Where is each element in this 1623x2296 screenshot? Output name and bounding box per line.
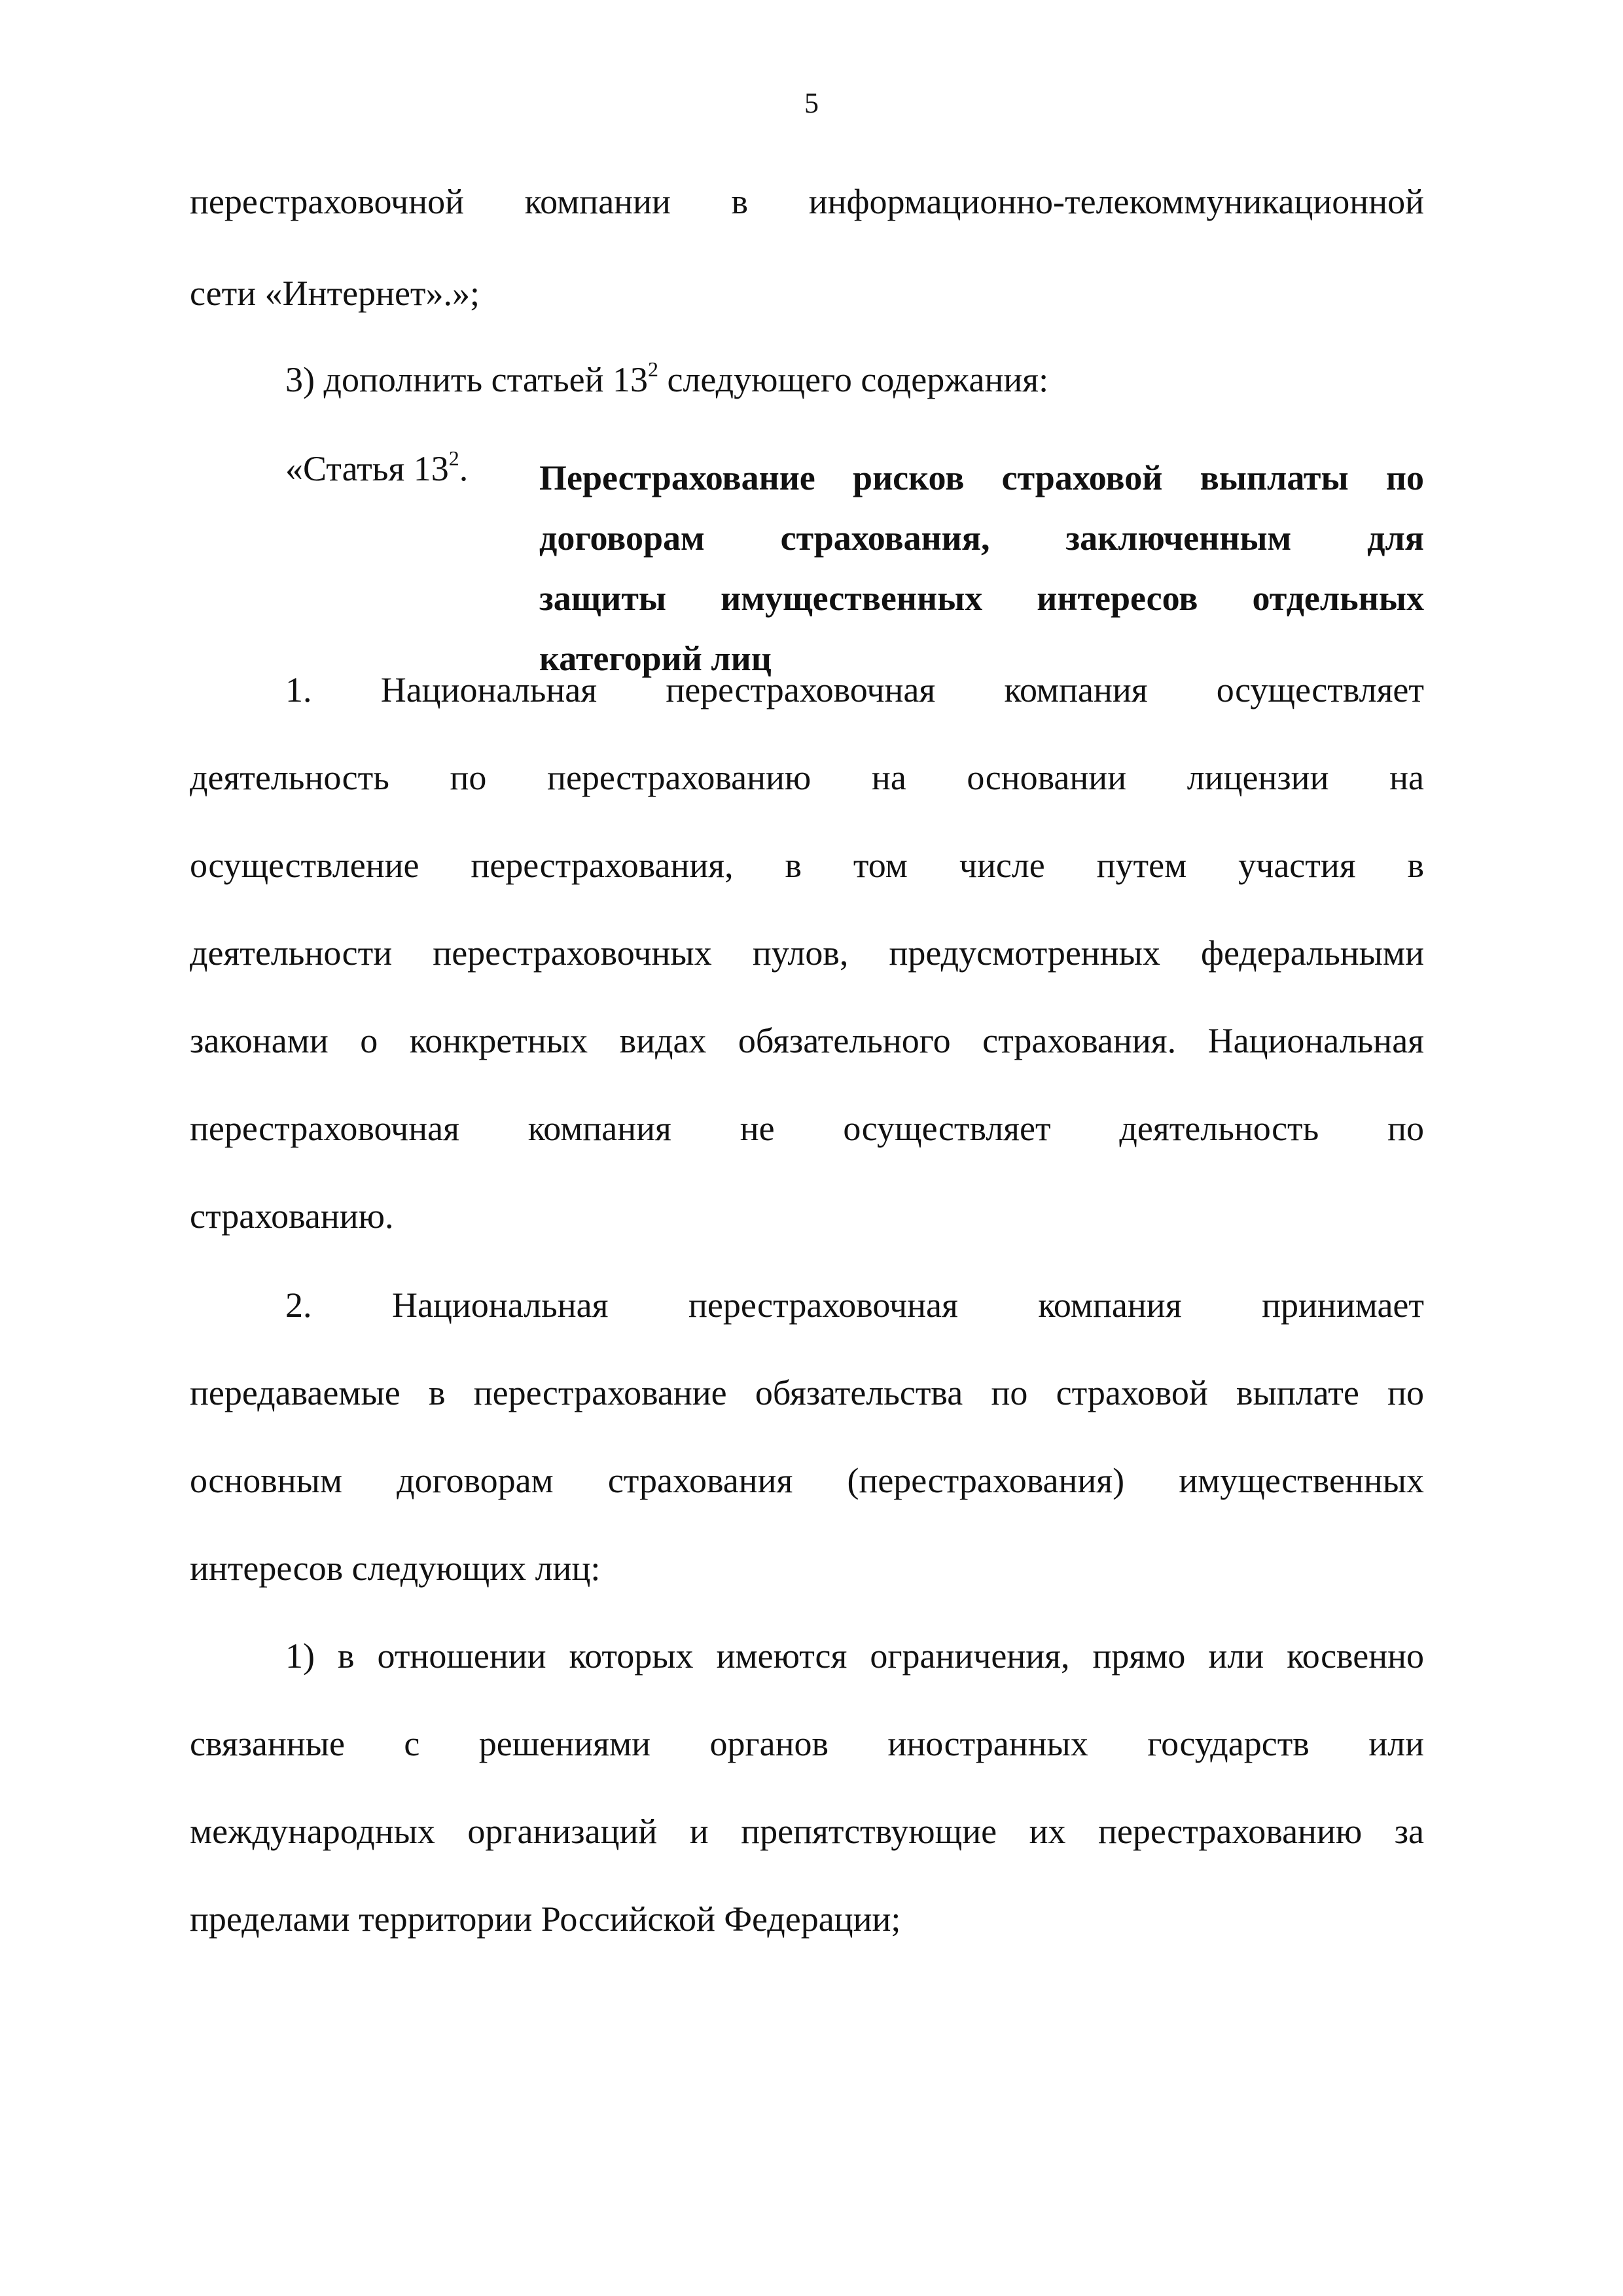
heading-line: защиты имущественных интересов отдельных: [539, 579, 1424, 618]
text-line: перестраховочная компания не осуществляет деятельность по: [190, 1109, 1424, 1148]
text-line: 2. Национальная перестраховочная компания принимает: [285, 1285, 1424, 1325]
heading-line: договорам страхования, заключенным для: [539, 518, 1424, 558]
superscript: 2: [448, 446, 459, 470]
text-line: осуществление перестрахования, в том числе путем участия в: [190, 846, 1424, 885]
text-line: законами о конкретных видах обязательного страхования. Национальная: [190, 1021, 1424, 1060]
text-line: 1) в отношении которых имеются ограничения, прямо или косвенно: [285, 1636, 1424, 1676]
text-line: деятельность по перестрахованию на основании лицензии на: [190, 758, 1424, 797]
text-line: связанные с решениями органов иностранных государств или: [190, 1724, 1424, 1763]
article-label: [285, 442, 468, 495]
text-line: международных организаций и препятствующие их перестрахованию за: [190, 1812, 1424, 1851]
amendment-text: следующего содержания:: [658, 360, 1049, 399]
heading-line: категорий лиц: [539, 639, 772, 678]
text-line: сети «Интернет».»;: [190, 274, 480, 313]
text-line: перестраховочной компании в информационно-телекоммуникационной: [190, 182, 1424, 221]
amendment-text: 3) дополнить статьей 13: [285, 360, 649, 399]
article-label-dot: .: [459, 449, 469, 488]
text-line: деятельности перестраховочных пулов, предусмотренных федеральными: [190, 933, 1424, 973]
text-line: страхованию.: [190, 1196, 394, 1236]
text-line: передаваемые в перестрахование обязательства по страховой выплате по: [190, 1373, 1424, 1412]
text-line: основным договорам страхования (перестрахования) имущественных: [190, 1461, 1424, 1500]
page-number: 5: [804, 87, 819, 119]
heading-line: Перестрахование рисков страховой выплаты по: [539, 458, 1424, 497]
text-line: 1. Национальная перестраховочная компания осуществляет: [285, 670, 1424, 709]
text-line: пределами территории Российской Федерации;: [190, 1899, 901, 1939]
article-heading: [539, 448, 1424, 689]
amendment-item-3: [285, 353, 1424, 406]
article-label-text: «Статья 13: [285, 449, 449, 488]
text-line: интересов следующих лиц:: [190, 1549, 601, 1588]
superscript: 2: [648, 357, 659, 381]
